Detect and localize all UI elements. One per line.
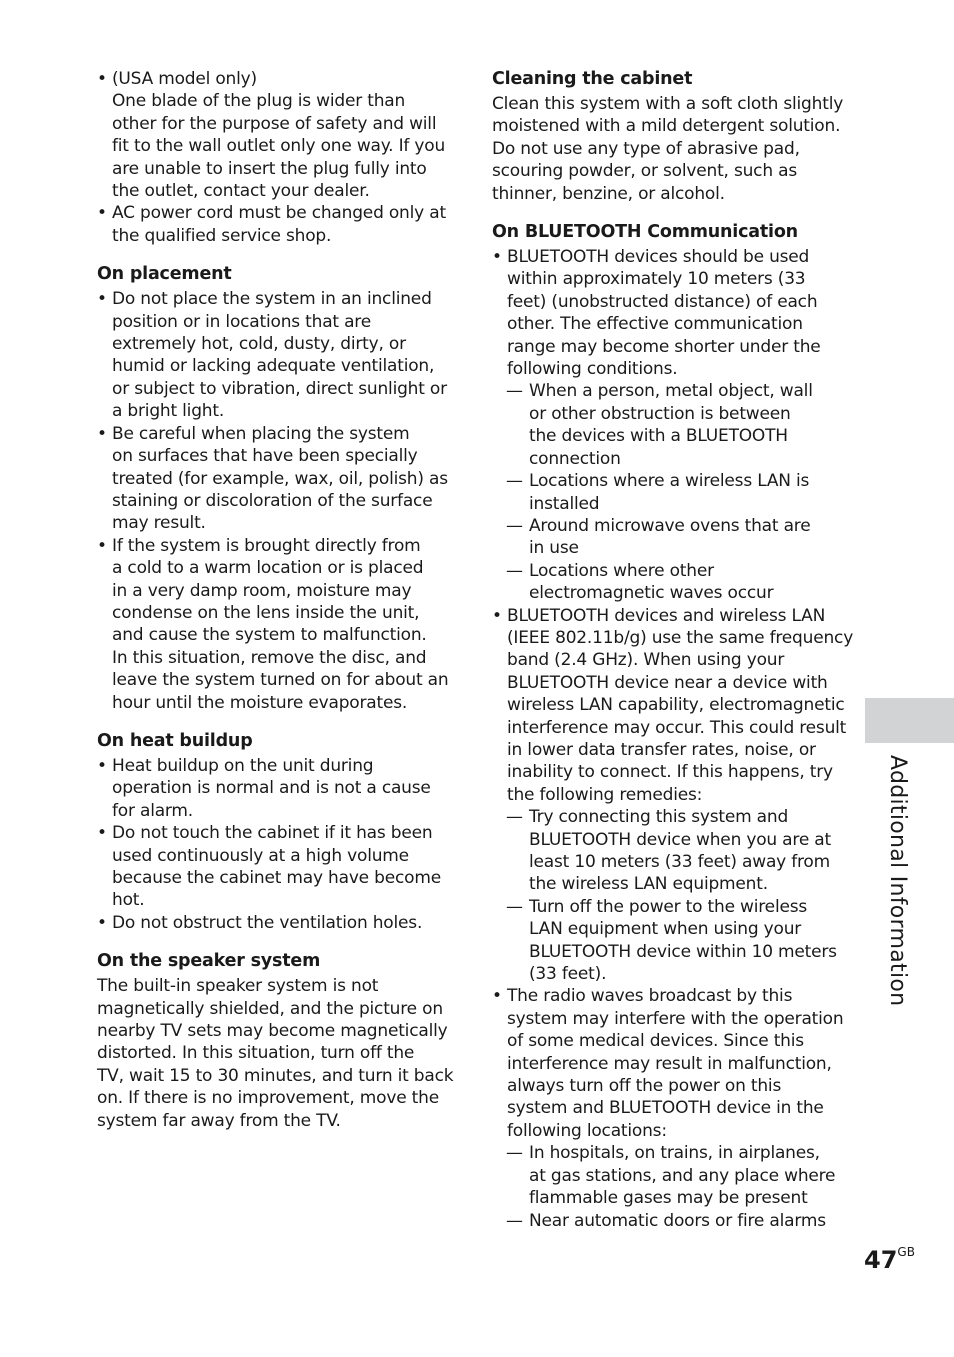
intro-list [97, 68, 457, 247]
list-item: • Heat buildup on the unit during operation is normal and is not a cause for alarm. [97, 755, 457, 822]
list-item: • AC power cord must be changed only at the qualified service shop. [97, 202, 457, 247]
cleaning-section [492, 68, 852, 205]
speaker-section [97, 950, 457, 1132]
section-heading: On BLUETOOTH Communication [492, 222, 798, 243]
sub-item: — Near automatic doors or fire alarms [492, 1210, 852, 1232]
sub-item: — Locations where other electromagnetic waves occur [492, 560, 852, 605]
page-suffix: GB [897, 1245, 915, 1259]
list-item: • Do not obstruct the ventilation holes. [97, 912, 457, 934]
placement-section [97, 263, 457, 714]
paragraph: Clean this system with a soft cloth slightly moistened with a mild detergent solution. Do not use any type of abrasive pad, scouring powder, or solvent, such as thinner, benzine, or alcohol. [492, 94, 844, 204]
sub-item: — Around microwave ovens that are in use [492, 515, 852, 560]
side-section-label: Additional Information [885, 755, 910, 1007]
list-item: • (USA model only) One blade of the plug is wider than other for the purpose of safety and will fit to the wall outlet only one way. If you are unable to insert the plug fully into the outlet, contact your dealer. [97, 68, 457, 202]
bluetooth-section [492, 221, 852, 1232]
left-column [97, 68, 457, 1148]
list-item: • If the system is brought directly from a cold to a warm location or is placed in a very damp room, moisture may condense on the lens inside the unit, and cause the system to malfunction. In this situation, remove the disc, and leave the system turned on for about an hour until the moisture evaporates. [97, 535, 457, 714]
list-item: • Do not place the system in an inclined position or in locations that are extremely hot, cold, dusty, dirty, or humid or lacking adequate ventilation, or subject to vibration, direct sunlight or a bright light. [97, 288, 457, 422]
sub-item: — Locations where a wireless LAN is installed [492, 470, 852, 515]
section-heading: Cleaning the cabinet [492, 69, 693, 89]
heat-section [97, 730, 457, 934]
list-item: • The radio waves broadcast by this system may interfere with the operation of some medical devices. Since this interference may result in malfunction, always turn off the power on this system and BLUETOOTH device in the following locations: [492, 985, 852, 1142]
list-item: • BLUETOOTH devices and wireless LAN (IEEE 802.11b/g) use the same frequency band (2.4 GHz). When using your BLUETOOTH device near a device with wireless LAN capability, electromagnetic interference may occur. This could result in lower data transfer rates, noise, or inability to connect. If this happens, try the following remedies: [492, 605, 852, 807]
right-column [492, 68, 852, 1248]
section-heading: On heat buildup [97, 730, 253, 751]
section-heading: On the speaker system [97, 951, 321, 972]
sub-item: — When a person, metal object, wall or other obstruction is between the devices with a BLUETOOTH connection [492, 380, 852, 470]
section-heading: On placement [97, 264, 232, 285]
list-item: • Be careful when placing the system on surfaces that have been specially treated (for example, wax, oil, polish) as staining or discoloration of the surface may result. [97, 423, 457, 535]
section-tab-marker [865, 698, 954, 743]
sub-item: — Try connecting this system and BLUETOOTH device when you are at least 10 meters (33 feet) away from the wireless LAN equipment. [492, 806, 852, 896]
page-number: $47^{GB}$ [864, 1245, 915, 1274]
list-item: • Do not touch the cabinet if it has been used continuously at a high volume because the cabinet may have become hot. [97, 822, 457, 912]
list-item: • BLUETOOTH devices should be used within approximately 10 meters (33 feet) (unobstructed distance) of each other. The effective communication range may become shorter under the following conditions. [492, 246, 852, 380]
sub-item: — Turn off the power to the wireless LAN equipment when using your BLUETOOTH device within 10 meters (33 feet). [492, 896, 852, 986]
sub-item: — In hospitals, on trains, in airplanes, at gas stations, and any place where flammable gases may be present [492, 1142, 852, 1209]
paragraph: The built-in speaker system is not magnetically shielded, and the picture on nearby TV sets may become magnetically distorted. In this situation, turn off the TV, wait 15 to 30 minutes, and turn it back on. If there is no improvement, move the system far away from the TV. [97, 976, 454, 1131]
